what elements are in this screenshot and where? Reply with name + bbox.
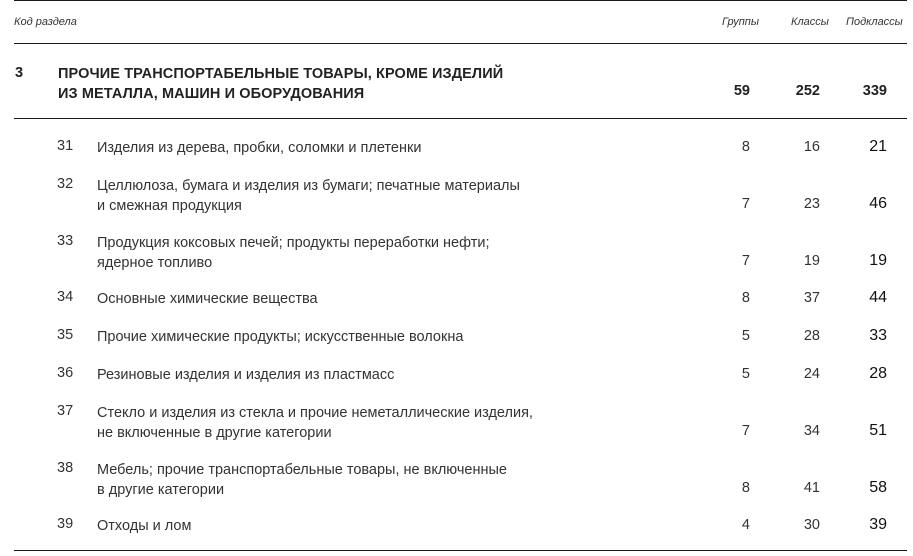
groups-count: 7 xyxy=(741,196,750,212)
division-name-line1: Целлюлоза, бумага и изделия из бумаги; печатные материалы xyxy=(97,178,520,194)
classes-count: 37 xyxy=(803,290,820,306)
classes-count: 34 xyxy=(803,423,820,439)
groups-count: 5 xyxy=(741,328,750,344)
table-row xyxy=(0,289,913,329)
division-name xyxy=(97,176,617,216)
division-name-line1: Стекло и изделия из стекла и прочие неметаллические изделия, xyxy=(97,405,533,421)
classes-count: 23 xyxy=(803,196,820,212)
header-code: Код раздела xyxy=(14,16,77,28)
groups-count: 7 xyxy=(741,423,750,439)
section-classes: 252 xyxy=(795,83,820,99)
header-subclasses: Подклассы xyxy=(846,16,903,28)
division-name-line1: Изделия из дерева, пробки, соломки и плетенки xyxy=(97,140,422,156)
classes-count: 19 xyxy=(803,253,820,269)
division-name-line1: Основные химические вещества xyxy=(97,291,318,307)
division-name-line2: в другие категории xyxy=(97,482,225,498)
subclasses-count: 28 xyxy=(869,365,887,382)
division-name-line2: и смежная продукция xyxy=(97,198,242,214)
subclasses-count: 46 xyxy=(869,195,887,212)
division-name xyxy=(97,138,617,158)
division-name-line1: Отходы и лом xyxy=(97,518,192,534)
classes-count: 24 xyxy=(803,366,820,382)
table-row xyxy=(0,460,913,500)
subclasses-count: 39 xyxy=(869,516,887,533)
header-classes: Классы xyxy=(791,16,829,28)
table-row xyxy=(0,365,913,405)
division-name xyxy=(97,403,617,443)
division-name xyxy=(97,365,617,385)
table-row xyxy=(0,176,913,216)
division-code: 35 xyxy=(57,327,74,343)
division-name-line1: Мебель; прочие транспортабельные товары, не включенные xyxy=(97,462,507,478)
classes-count: 28 xyxy=(803,328,820,344)
section-title xyxy=(58,64,618,104)
division-code: 31 xyxy=(57,138,74,154)
division-code: 37 xyxy=(57,403,74,419)
classes-count: 41 xyxy=(803,480,820,496)
table-row xyxy=(0,138,913,178)
header-groups: Группы xyxy=(722,16,759,28)
groups-count: 8 xyxy=(741,480,750,496)
division-name xyxy=(97,233,617,273)
groups-count: 8 xyxy=(741,139,750,155)
groups-count: 4 xyxy=(741,517,750,533)
section-rule xyxy=(14,118,907,119)
subclasses-count: 21 xyxy=(869,138,887,155)
division-name xyxy=(97,516,617,536)
table-row xyxy=(0,233,913,273)
subclasses-count: 58 xyxy=(869,479,887,496)
division-name xyxy=(97,289,617,309)
division-code: 38 xyxy=(57,460,74,476)
groups-count: 5 xyxy=(741,366,750,382)
subclasses-count: 51 xyxy=(869,422,887,439)
subclasses-count: 19 xyxy=(869,252,887,269)
subclasses-count: 44 xyxy=(869,289,887,306)
groups-count: 8 xyxy=(741,290,750,306)
table-row xyxy=(0,403,913,443)
division-code: 36 xyxy=(57,365,74,381)
bottom-rule xyxy=(14,550,907,551)
classes-count: 30 xyxy=(803,517,820,533)
section-code: 3 xyxy=(15,65,24,81)
division-name-line1: Продукция коксовых печей; продукты переработки нефти; xyxy=(97,235,490,251)
section-groups: 59 xyxy=(733,83,750,99)
table-row xyxy=(0,327,913,367)
division-name-line2: ядерное топливо xyxy=(97,255,213,271)
division-code: 32 xyxy=(57,176,74,192)
header-rule xyxy=(14,43,907,44)
division-code: 39 xyxy=(57,516,74,532)
section-title-line2: ИЗ МЕТАЛЛА, МАШИН И ОБОРУДОВАНИЯ xyxy=(58,86,365,102)
subclasses-count: 33 xyxy=(869,327,887,344)
section-title-line1: ПРОЧИЕ ТРАНСПОРТАБЕЛЬНЫЕ ТОВАРЫ, КРОМЕ ИЗДЕЛИЙ xyxy=(58,66,504,82)
division-code: 34 xyxy=(57,289,74,305)
division-name xyxy=(97,460,617,500)
division-name xyxy=(97,327,617,347)
classes-count: 16 xyxy=(803,139,820,155)
top-rule xyxy=(14,0,907,1)
groups-count: 7 xyxy=(741,253,750,269)
section-subclasses: 339 xyxy=(862,83,887,99)
division-name-line1: Прочие химические продукты; искусственные волокна xyxy=(97,329,464,345)
division-name-line2: не включенные в другие категории xyxy=(97,425,332,441)
division-name-line1: Резиновые изделия и изделия из пластмасс xyxy=(97,367,395,383)
division-code: 33 xyxy=(57,233,74,249)
